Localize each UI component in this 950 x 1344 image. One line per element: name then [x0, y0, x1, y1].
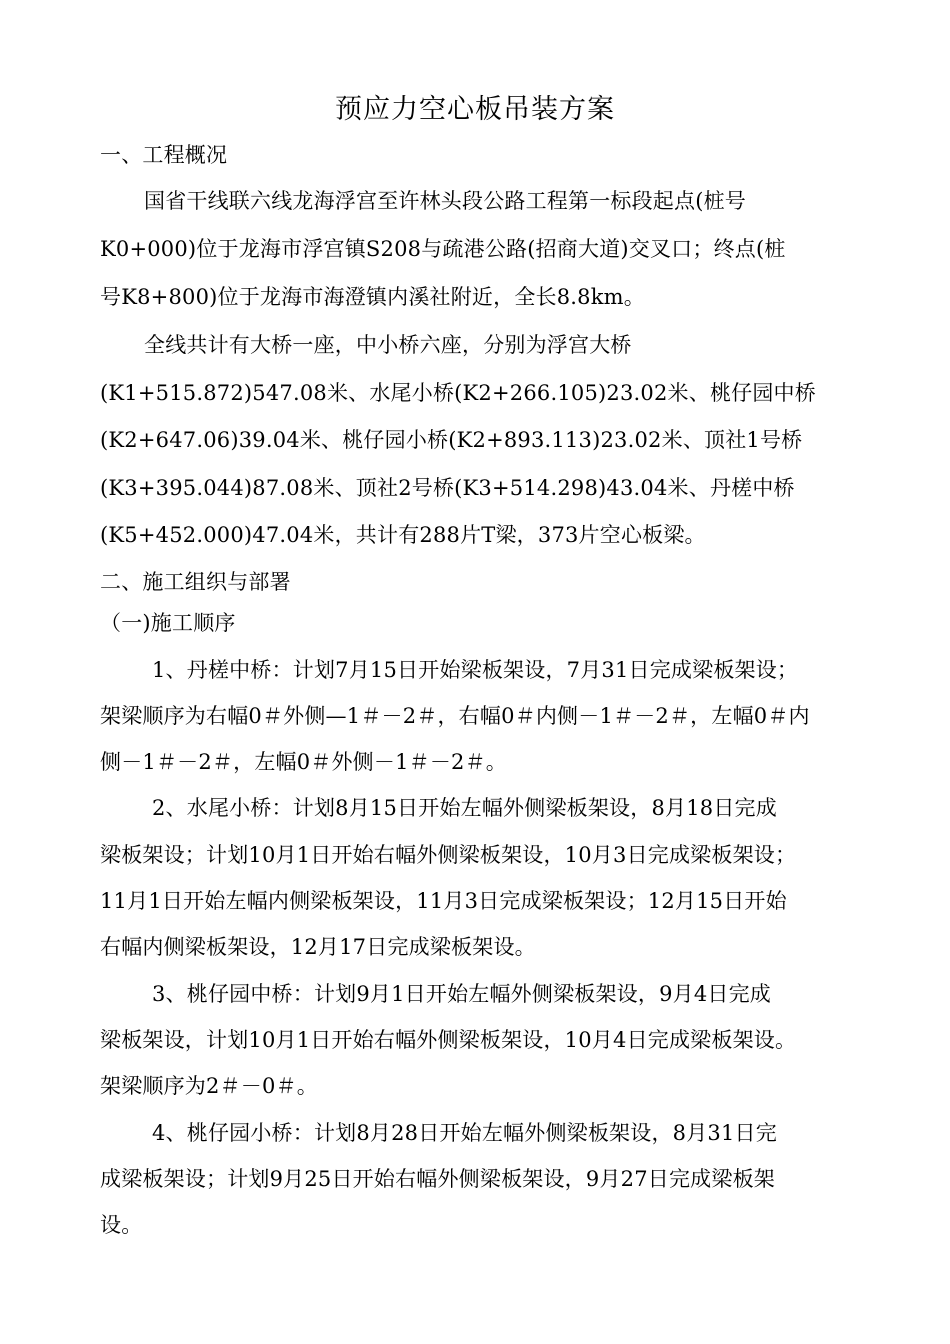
text-line: 2、水尾小桥：计划8月15日开始左幅外侧梁板架设，8月18日完成: [152, 796, 777, 820]
text-line: 国省干线联六线龙海浮宫至许林头段公路工程第一标段起点(桩号: [144, 189, 746, 213]
text-line: 11月1日开始左幅内侧梁板架设，11月3日完成梁板架设；12月15日开始: [100, 889, 787, 913]
text-line: 号K8+800)位于龙海市海澄镇内溪社附近，全长8.8km。: [100, 285, 645, 309]
text-line: 右幅内侧梁板架设，12月17日完成梁板架设。: [100, 935, 536, 959]
text-line: 全线共计有大桥一座，中小桥六座，分别为浮宫大桥: [144, 333, 632, 357]
text-line: 3、桃仔园中桥：计划9月1日开始左幅外侧梁板架设，9月4日完成: [152, 982, 772, 1006]
text-line: 成梁板架设；计划9月25日开始右幅外侧梁板架设，9月27日完成梁板架: [100, 1167, 775, 1191]
text-line: 4、桃仔园小桥：计划8月28日开始左幅外侧梁板架设，8月31日完: [152, 1121, 777, 1145]
text-line: 梁板架设，计划10月1日开始右幅外侧梁板架设，10月4日完成梁板架设。: [100, 1028, 797, 1052]
subheading-construction-sequence: （一)施工顺序: [100, 611, 236, 635]
text-line: (K3+395.044)87.08米、顶社2号桥(K3+514.298)43.04米、丹槎中桥: [100, 476, 795, 500]
section-heading-overview: 一、工程概况: [100, 143, 228, 167]
text-line: 侧－1＃－2＃，左幅0＃外侧－1＃－2＃。: [100, 750, 508, 774]
text-line: (K5+452.000)47.04米，共计有288片T梁，373片空心板梁。: [100, 523, 706, 547]
text-line: 架梁顺序为2＃－0＃。: [100, 1074, 318, 1098]
text-line: 设。: [100, 1213, 143, 1237]
text-line: K0+000)位于龙海市浮宫镇S208与疏港公路(招商大道)交叉口；终点(桩: [100, 237, 786, 261]
document-title: 预应力空心板吊装方案: [335, 94, 615, 125]
text-line: (K2+647.06)39.04米、桃仔园小桥(K2+893.113)23.02米、顶社1号桥: [100, 428, 803, 452]
section-heading-organization: 二、施工组织与部署: [100, 570, 291, 594]
text-line: 梁板架设；计划10月1日开始右幅外侧梁板架设，10月3日完成梁板架设；: [100, 843, 797, 867]
text-line: 架梁顺序为右幅0＃外侧—1＃－2＃，右幅0＃内侧－1＃－2＃，左幅0＃内: [100, 704, 810, 728]
text-line: 1、丹槎中桥：计划7月15日开始梁板架设，7月31日完成梁板架设；: [152, 658, 799, 682]
text-line: (K1+515.872)547.08米、水尾小桥(K2+266.105)23.02米、桃仔园中桥: [100, 381, 816, 405]
